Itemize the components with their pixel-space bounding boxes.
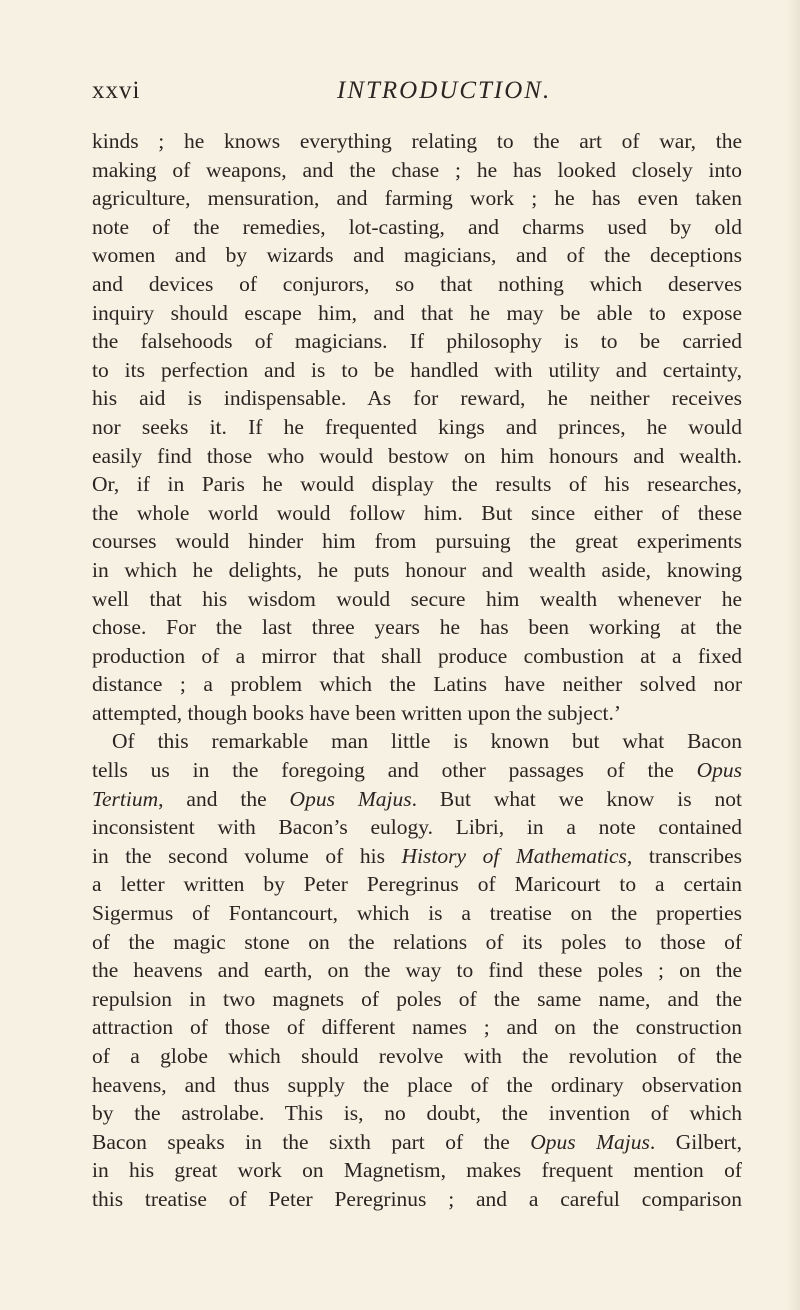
text-line: and devices of conjurors, so that nothing which deserves <box>92 271 742 296</box>
text-line: easily find those who would bestow on him honours and wealth. <box>92 443 742 468</box>
text-line: in which he delights, he puts honour and wealth aside, knowing <box>92 557 742 582</box>
text-line: kinds ; he knows everything relating to the art of war, the <box>92 129 742 153</box>
text-line: the falsehoods of magicians. If philosophy is to be carried <box>92 329 742 354</box>
text-line: a letter written by Peter Peregrinus of Maricourt to a certain <box>92 872 742 897</box>
text-line: Or, if in Paris he would display the results of his researches, <box>92 472 742 497</box>
text-line: repulsion in two magnets of poles of the same name, and the <box>92 986 742 1011</box>
text-line: in his great work on Magnetism, makes frequent mention of <box>92 1158 742 1183</box>
text-line: the whole world would follow him. But since either of these <box>92 500 742 525</box>
text-line: making of weapons, and the chase ; he has looked closely into <box>92 157 742 182</box>
text-line: of the magic stone on the relations of its poles to those of <box>92 929 742 954</box>
text-line: attraction of those of different names ; and on the construction <box>92 1015 742 1040</box>
text-line: agriculture, mensuration, and farming work ; he has even taken <box>92 186 742 211</box>
text-line: by the astrolabe. This is, no doubt, the invention of which <box>92 1101 742 1126</box>
text-line: heavens, and thus supply the place of the ordinary observation <box>92 1072 742 1097</box>
text-line: Tertium, and the Opus Majus. But what we know is not <box>92 786 742 811</box>
page-number: xxvi <box>92 77 141 104</box>
text-line: chose. For the last three years he has been working at the <box>92 615 742 640</box>
text-line: nor seeks it. If he frequented kings and princes, he would <box>92 414 742 439</box>
text-line: distance ; a problem which the Latins have neither solved nor <box>92 672 742 697</box>
text-line: courses would hinder him from pursuing the great experiments <box>92 529 742 554</box>
text-line: well that his wisdom would secure him wealth whenever he <box>92 586 742 611</box>
text-line: tells us in the foregoing and other passages of the Opus <box>92 758 742 783</box>
page-header <box>92 76 732 106</box>
text-line: the heavens and earth, on the way to find these poles ; on the <box>92 958 742 983</box>
text-line: production of a mirror that shall produce combustion at a fixed <box>92 643 742 668</box>
text-line: women and by wizards and magicians, and of the deceptions <box>92 243 742 268</box>
text-line: inquiry should escape him, and that he may be able to expose <box>92 300 742 325</box>
page-edge-shadow <box>786 0 800 1310</box>
text-line: this treatise of Peter Peregrinus ; and a careful comparison <box>92 1186 742 1211</box>
running-head: INTRODUCTION. <box>337 77 552 104</box>
text-line: note of the remedies, lot-casting, and charms used by old <box>92 214 742 239</box>
text-line: inconsistent with Bacon’s eulogy. Libri, in a note contained <box>92 815 742 840</box>
text-line: of a globe which should revolve with the revolution of the <box>92 1044 742 1068</box>
text-line: Of this remarkable man little is known but what Bacon <box>112 729 742 754</box>
body-text <box>92 127 742 1214</box>
text-line: Sigermus of Fontancourt, which is a treatise on the properties <box>92 901 742 926</box>
text-line: in the second volume of his History of Mathematics, transcribes <box>92 843 742 868</box>
text-line: Bacon speaks in the sixth part of the Opus Majus. Gilbert, <box>92 1129 742 1154</box>
text-line: to its perfection and is to be handled with utility and certainty, <box>92 357 742 382</box>
text-line: his aid is indispensable. As for reward, he neither receives <box>92 386 742 411</box>
text-line: attempted, though books have been written upon the subject.’ <box>92 700 622 725</box>
